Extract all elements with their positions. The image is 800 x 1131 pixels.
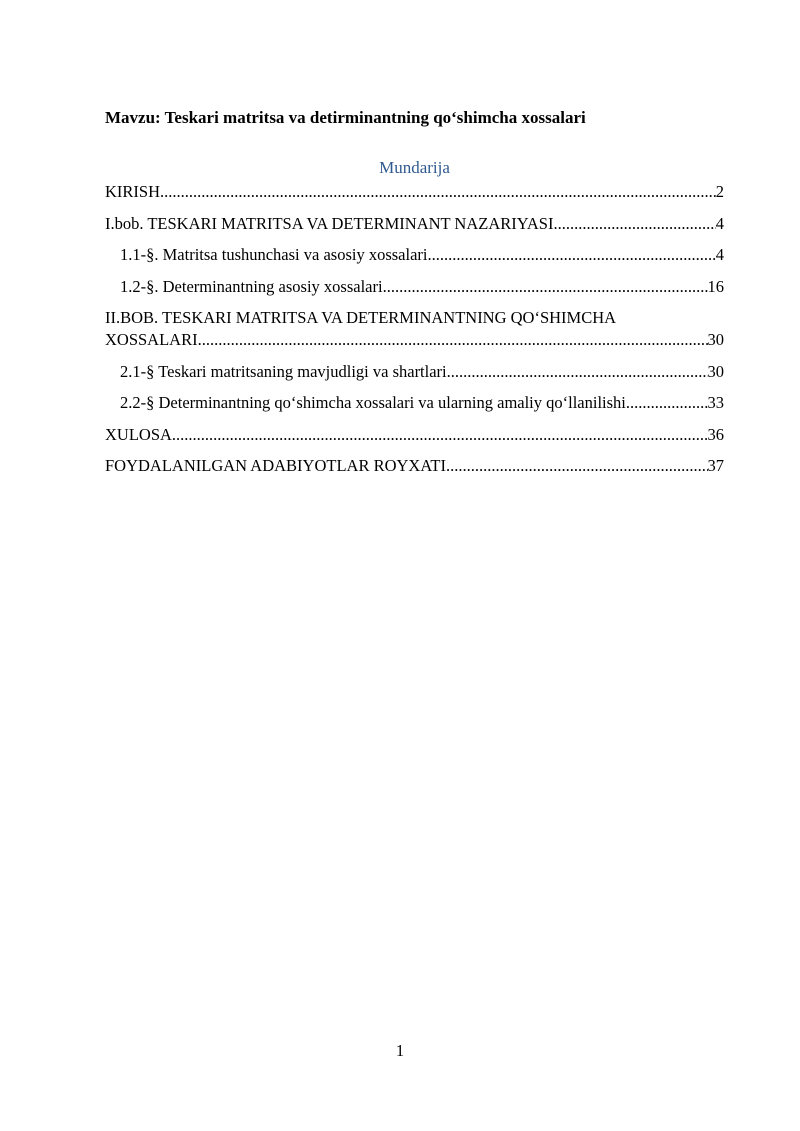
toc-entry-page: 16: [707, 276, 724, 296]
toc-entry-page: 30: [707, 361, 724, 381]
toc-entry-label: KIRISH: [105, 182, 161, 201]
toc-entry-references[interactable]: [105, 455, 724, 477]
toc-entry-label-continued: XOSSALARI: [105, 330, 198, 349]
toc-entry-section-1-2[interactable]: [105, 276, 724, 298]
toc-dot-leader: [446, 455, 708, 477]
toc-entry-chapter-1[interactable]: [105, 213, 724, 235]
toc-heading: Mundarija: [379, 158, 450, 177]
page-number: 1: [395, 1041, 405, 1060]
toc-entry-page: 30: [707, 330, 724, 349]
toc-entry-xulosa[interactable]: [105, 424, 724, 446]
toc-entry-chapter-2[interactable]: [105, 307, 724, 351]
toc-dot-leader: [428, 244, 716, 266]
table-of-contents: [105, 181, 724, 487]
toc-dot-leader: [447, 361, 708, 383]
toc-entry-label: II.BOB. TESKARI MATRITSA VA DETERMINANTNING QO‘SHIMCHA: [105, 308, 617, 327]
toc-entry-page: 2: [715, 182, 724, 201]
toc-entry-label: I.bob. TESKARI MATRITSA VA DETERMINANT NAZARIYASI: [105, 213, 554, 233]
toc-entry-page: 33: [707, 393, 724, 412]
toc-entry-label: 1.1-§. Matritsa tushunchasi va asosiy xossalari: [120, 245, 428, 264]
toc-entry-label: 2.2-§ Determinantning qo‘shimcha xossalari va ularning amaliy qo‘llanilishi: [120, 393, 626, 412]
toc-dot-leader: [553, 213, 715, 235]
toc-entry-label: 2.1-§ Teskari matritsaning mavjudligi va shartlari: [120, 361, 447, 381]
toc-entry-section-2-1[interactable]: [105, 361, 724, 383]
toc-entry-section-1-1[interactable]: [105, 244, 724, 266]
toc-entry-label: FOYDALANILGAN ADABIYOTLAR ROYXATI: [105, 456, 446, 475]
page-title: Mavzu: Teskari matritsa va detirminantning qo‘shimcha xossalari: [105, 108, 586, 127]
toc-entry-page: 37: [707, 456, 724, 475]
toc-dot-leader: [198, 329, 708, 351]
toc-entry-page: 4: [715, 245, 724, 264]
toc-entry-label: XULOSA: [105, 424, 172, 444]
toc-dot-leader: [626, 392, 708, 414]
toc-dot-leader: [160, 181, 716, 203]
toc-dot-leader: [172, 424, 708, 446]
toc-entry-section-2-2[interactable]: [105, 392, 724, 414]
toc-dot-leader: [383, 276, 708, 298]
toc-entry-page: 4: [715, 213, 724, 233]
toc-entry-label: 1.2-§. Determinantning asosiy xossalari: [120, 276, 383, 296]
toc-entry-page: 36: [707, 424, 724, 444]
toc-entry-kirish[interactable]: [105, 181, 724, 203]
